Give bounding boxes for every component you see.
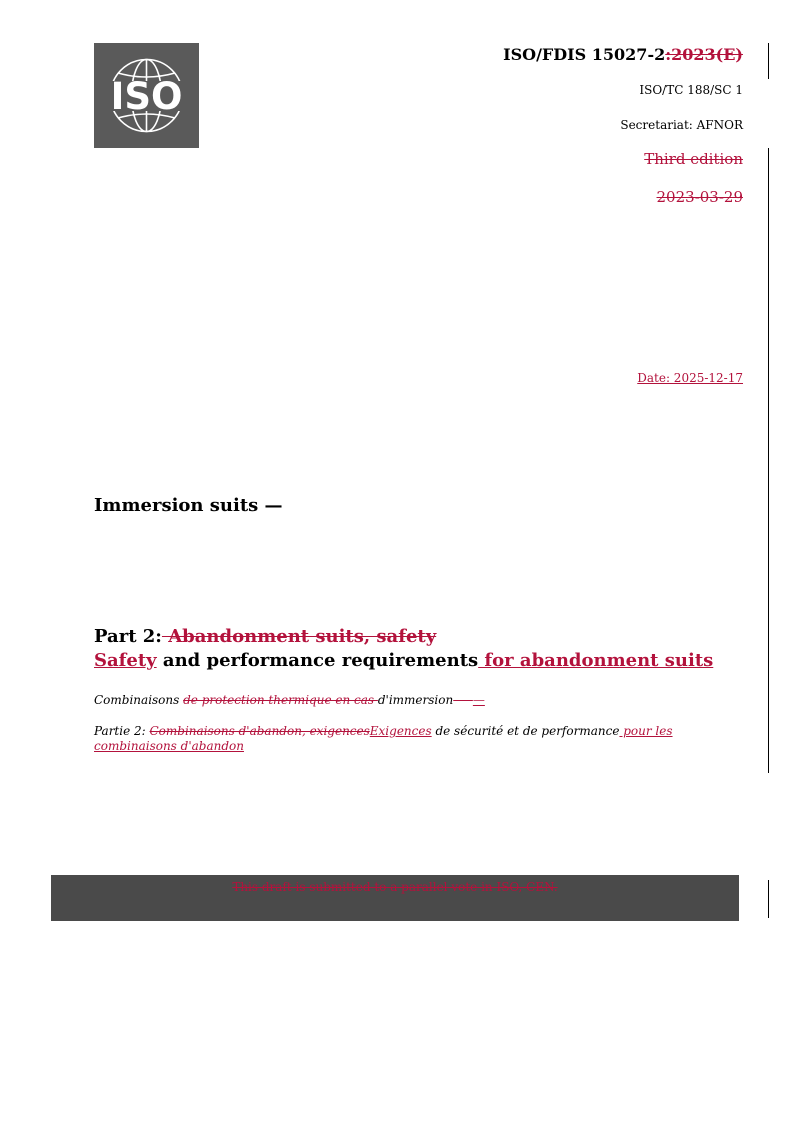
part-deleted-text: Abandonment suits, safety [161, 626, 437, 647]
draft-banner [51, 875, 739, 921]
french-deleted: Combinaisons d'abandon, exigences [149, 724, 370, 738]
french-deleted: — [453, 693, 473, 707]
french-title-line-1 [94, 693, 485, 708]
part-inserted-text: Safety [94, 650, 157, 671]
french-inserted: pour les combinaisons d'abandon [94, 724, 673, 753]
part-inserted-suffix: for abandonment suits [478, 650, 714, 671]
change-bar [768, 148, 769, 773]
change-bar [768, 880, 769, 918]
document-id-deleted: :2023(E) [665, 45, 743, 64]
globe-icon [94, 43, 199, 148]
title-part [94, 625, 713, 673]
change-bar [768, 43, 769, 79]
document-id-base: ISO/FDIS 15027-2 [503, 45, 666, 64]
date-inserted: Date: 2025-12-17 [637, 371, 743, 385]
french-title-line-2 [94, 724, 694, 754]
secretariat: Secretariat: AFNOR [620, 118, 743, 132]
part-prefix: Part 2: [94, 626, 162, 647]
french-inserted: Exigences [369, 724, 432, 738]
date-deleted: 2023-03-29 [656, 188, 743, 206]
edition-deleted: Third edition [644, 150, 743, 168]
french-inserted: — [472, 693, 485, 707]
title-intro: Immersion suits — [94, 495, 283, 516]
french-deleted: de protection thermique en cas [183, 693, 378, 707]
iso-logo [94, 43, 199, 148]
french-text: Partie 2: [94, 724, 150, 738]
logo-text: ISO [110, 75, 183, 118]
french-text: de sécurité et de performance [431, 724, 620, 738]
document-id [503, 45, 743, 64]
french-text: d'immersion [377, 693, 454, 707]
committee: ISO/TC 188/SC 1 [639, 83, 743, 97]
french-text: Combinaisons [94, 693, 184, 707]
part-main-text: and performance requirements [156, 650, 479, 671]
draft-banner-text: This draft is submitted to a parallel vote in ISO, CEN. [232, 880, 558, 894]
